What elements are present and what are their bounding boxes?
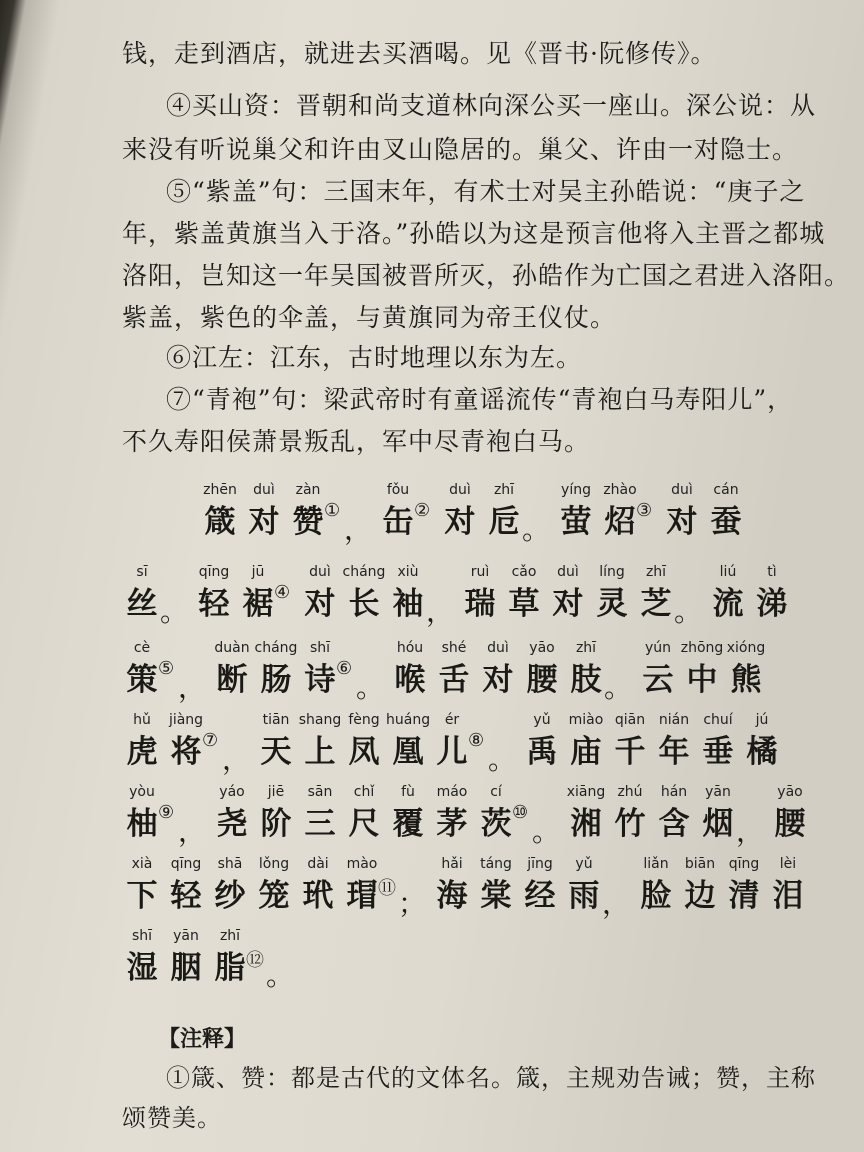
pinyin: cán (713, 482, 739, 498)
pinyin: jiàng (168, 712, 204, 728)
hanzi: 瑞 (464, 586, 496, 622)
footnote-marker: ③ (636, 500, 653, 521)
punctuation: 。 (604, 671, 633, 704)
poem-char (678, 856, 722, 916)
pinyin: hán (660, 784, 688, 800)
poem-char (680, 640, 724, 700)
poem-char (608, 712, 652, 772)
hanzi: 卮 (488, 504, 520, 540)
hanzi: 云 (642, 662, 674, 698)
pinyin: máo (436, 784, 468, 800)
poem-char (704, 482, 748, 542)
poem-char (482, 482, 526, 542)
pinyin: xiù (397, 564, 419, 580)
poem-char (386, 784, 430, 844)
pinyin: biān (684, 856, 716, 872)
poem-line (120, 712, 820, 784)
punctuation: 。 (266, 959, 295, 992)
pinyin: yòu (129, 784, 155, 800)
hanzi: 柚 (126, 806, 158, 842)
footnote-marker: ④ (274, 582, 291, 603)
poem-char (210, 640, 254, 700)
hanzi: 清 (728, 878, 760, 914)
poem-char (564, 712, 608, 772)
hanzi: 尺 (348, 806, 380, 842)
hanzi: 中 (686, 662, 718, 698)
hanzi: 对 (248, 504, 280, 540)
pinyin: qīng (728, 856, 760, 872)
pinyin: dài (307, 856, 329, 872)
pinyin: fù (401, 784, 415, 800)
pinyin: cháng (254, 640, 298, 656)
poem-char (438, 482, 482, 542)
hanzi: 雨 (568, 878, 600, 914)
hanzi: 含 (658, 806, 690, 842)
hanzi: 上 (304, 734, 336, 770)
poem-char (652, 784, 696, 844)
pinyin: qiān (614, 712, 646, 728)
pinyin: ruì (470, 564, 490, 580)
hanzi: 丝 (126, 586, 158, 622)
annotation-line: 钱，走到酒店，就进去买酒喝。见《晋书·阮修传》。 (122, 39, 717, 68)
punctuation: ； (398, 887, 427, 920)
hanzi: 泪 (772, 878, 804, 914)
poem-char (634, 856, 678, 916)
hanzi: 熊 (730, 662, 762, 698)
footnote-marker: ⑤ (158, 658, 175, 679)
pinyin: hǎi (441, 856, 463, 872)
pinyin: lèi (779, 856, 797, 872)
footnote-marker: ⑫ (246, 950, 264, 971)
poem-char (298, 564, 342, 624)
hanzi: 玳 (302, 878, 334, 914)
hanzi: 喉 (394, 662, 426, 698)
punctuation: ， (222, 743, 251, 776)
hanzi: 诗 (304, 662, 336, 698)
poem-char (696, 784, 740, 844)
footnote-marker: ⑧ (468, 730, 485, 751)
hanzi: 对 (666, 504, 698, 540)
poem-line (120, 856, 820, 928)
poem-char (342, 784, 386, 844)
poem-char (722, 856, 766, 916)
pinyin: yān (705, 784, 731, 800)
pinyin: zhī (645, 564, 667, 580)
footnote-marker: ② (414, 500, 431, 521)
notes-heading: 【注释】 (158, 1027, 247, 1052)
pinyin: nián (658, 712, 690, 728)
hanzi: 海 (436, 878, 468, 914)
pinyin: yǔ (575, 856, 593, 872)
pinyin: hóu (396, 640, 424, 656)
hanzi: 年 (658, 734, 690, 770)
poem-char (706, 564, 750, 624)
hanzi: 下 (126, 878, 158, 914)
pinyin: cí (490, 784, 502, 800)
pinyin: miào (568, 712, 604, 728)
hanzi: 萤 (560, 504, 592, 540)
pinyin: sān (307, 784, 333, 800)
pinyin: duì (309, 564, 331, 580)
poem-line (120, 482, 820, 554)
punctuation: ， (344, 513, 373, 546)
poem-char (564, 784, 608, 844)
pinyin: zhào (603, 482, 637, 498)
pinyin: hǔ (133, 712, 151, 728)
hanzi: 流 (712, 586, 744, 622)
pinyin: xià (131, 856, 153, 872)
hanzi: 缶 (382, 504, 414, 540)
pinyin: ér (444, 712, 460, 728)
hanzi: 肠 (260, 662, 292, 698)
footnote-marker: ⑨ (158, 802, 175, 823)
hanzi: 儿 (436, 734, 468, 770)
hanzi: 对 (482, 662, 514, 698)
poem-char (458, 564, 502, 624)
hanzi: 垂 (702, 734, 734, 770)
hanzi: 覆 (392, 806, 424, 842)
punctuation: ， (736, 815, 765, 848)
poem-line (120, 928, 820, 1000)
footnote-marker: ⑥ (336, 658, 353, 679)
pinyin: líng (599, 564, 625, 580)
pinyin: shā (217, 856, 243, 872)
pinyin: fèng (348, 712, 380, 728)
hanzi: 赞 (292, 504, 324, 540)
hanzi: 胭 (170, 950, 202, 986)
poem-char (546, 564, 590, 624)
poem-char (476, 640, 520, 700)
footnote-marker: ⑪ (378, 878, 396, 899)
pinyin: cǎo (511, 564, 537, 580)
pinyin: huáng (386, 712, 431, 728)
poem-char (502, 564, 546, 624)
hanzi: 经 (524, 878, 556, 914)
annotation-line: ④买山资：晋朝和尚支道林向深公买一座山。深公说：从 (166, 91, 817, 120)
pinyin: mào (346, 856, 378, 872)
poem-char (518, 856, 562, 916)
poem-char (342, 564, 386, 624)
hanzi: 断 (216, 662, 248, 698)
footnote-marker: ① (324, 500, 341, 521)
hanzi: 对 (304, 586, 336, 622)
pinyin: chǐ (353, 784, 375, 800)
hanzi: 袖 (392, 586, 424, 622)
pinyin: zhēn (203, 482, 237, 498)
hanzi: 湘 (570, 806, 602, 842)
hanzi: 虎 (126, 734, 158, 770)
poem-char (120, 564, 164, 624)
hanzi: 灵 (596, 586, 628, 622)
hanzi: 阶 (260, 806, 292, 842)
hanzi: 草 (508, 586, 540, 622)
pinyin: jú (755, 712, 769, 728)
pinyin: zhú (617, 784, 643, 800)
poem-char (120, 928, 164, 988)
poem-char (696, 712, 740, 772)
pinyin: cháng (342, 564, 386, 580)
poem-char (608, 784, 652, 844)
pinyin: zhī (219, 928, 241, 944)
poem-char (298, 784, 342, 844)
poem-line (120, 564, 820, 636)
poem-char (768, 784, 812, 844)
poem-char (198, 482, 242, 542)
hanzi: 凤 (348, 734, 380, 770)
pinyin: yáo (219, 784, 245, 800)
pinyin: shī (309, 640, 331, 656)
hanzi: 箴 (204, 504, 236, 540)
pinyin: xiāng (566, 784, 606, 800)
hanzi: 边 (684, 878, 716, 914)
poem-char (766, 856, 810, 916)
hanzi: 蚕 (710, 504, 742, 540)
pinyin: qīng (170, 856, 202, 872)
hanzi: 轻 (198, 586, 230, 622)
annotation-line: ⑦“青袍”句：梁武帝时有童谣流传“青袍白马寿阳儿”， (166, 385, 794, 414)
poem-char (210, 784, 254, 844)
poem-char (164, 856, 208, 916)
poem-char (386, 712, 430, 772)
hanzi: 脸 (640, 878, 672, 914)
poem-char (342, 712, 386, 772)
poem-char (386, 564, 430, 624)
pinyin: lǒng (258, 856, 290, 872)
pinyin: tì (767, 564, 777, 580)
poem-line (120, 640, 820, 712)
poem-char (430, 856, 474, 916)
annotation-line: 紫盖，紫色的伞盖，与黄旗同为帝王仪仗。 (122, 303, 617, 332)
hanzi: 茨 (480, 806, 512, 842)
poem-char (252, 856, 296, 916)
poem-char (652, 712, 696, 772)
pinyin: qīng (198, 564, 230, 580)
pinyin: zhī (575, 640, 597, 656)
pinyin: yāo (777, 784, 803, 800)
hanzi: 湿 (126, 950, 158, 986)
hanzi: 轻 (170, 878, 202, 914)
poem-char (164, 928, 208, 988)
hanzi: 裾 (242, 586, 274, 622)
hanzi: 凰 (392, 734, 424, 770)
poem-char (634, 564, 678, 624)
punctuation: 。 (522, 513, 551, 546)
hanzi: 腰 (526, 662, 558, 698)
poem-char (254, 640, 298, 700)
hanzi: 策 (126, 662, 158, 698)
hanzi: 舌 (438, 662, 470, 698)
pinyin: liǎn (643, 856, 669, 872)
pinyin: shé (441, 640, 467, 656)
pinyin: zhōng (680, 640, 724, 656)
hanzi: 瑁 (346, 878, 378, 914)
poem-char (520, 640, 564, 700)
poem-char (636, 640, 680, 700)
poem-char (254, 712, 298, 772)
annotation-line: 颂赞美。 (122, 1104, 222, 1132)
poem-char (192, 564, 236, 624)
annotation-line: ①箴、赞：都是古代的文体名。箴，主规劝告诫；赞，主称 (166, 1064, 816, 1092)
poem-char (590, 564, 634, 624)
pinyin: yǔ (533, 712, 551, 728)
pinyin: jīng (527, 856, 553, 872)
poem-char (432, 640, 476, 700)
pinyin: táng (480, 856, 512, 872)
hanzi: 尧 (216, 806, 248, 842)
poem-char (660, 482, 704, 542)
pinyin: shang (298, 712, 342, 728)
pinyin: liú (719, 564, 737, 580)
pinyin: tiān (262, 712, 290, 728)
poem-char (254, 784, 298, 844)
hanzi: 竹 (614, 806, 646, 842)
poem-char (296, 856, 340, 916)
pinyin: jiē (267, 784, 285, 800)
poem-char (724, 640, 768, 700)
poem-char (520, 712, 564, 772)
punctuation: 。 (532, 815, 561, 848)
hanzi: 三 (304, 806, 336, 842)
pinyin: yān (173, 928, 199, 944)
pinyin: chuí (703, 712, 733, 728)
poem-char (120, 712, 164, 772)
pinyin: zhī (493, 482, 515, 498)
poem-char (554, 482, 598, 542)
footnote-marker: ⑩ (512, 802, 529, 823)
pinyin: yún (644, 640, 672, 656)
pinyin: duì (557, 564, 579, 580)
pinyin: yāo (529, 640, 555, 656)
hanzi: 千 (614, 734, 646, 770)
hanzi: 庙 (570, 734, 602, 770)
hanzi: 天 (260, 734, 292, 770)
punctuation: 。 (674, 595, 703, 628)
annotation-line: 洛阳，岂知这一年吴国被晋所灭，孙皓作为亡国之君进入洛阳。 (122, 261, 851, 290)
poem-char (430, 784, 474, 844)
hanzi: 将 (170, 734, 202, 770)
hanzi: 棠 (480, 878, 512, 914)
annotation-line: 年，紫盖黄旗当入于洛。”孙皓以为这是预言他将入主晋之都城 (122, 219, 826, 248)
pinyin: yíng (561, 482, 591, 498)
poem-char (298, 712, 342, 772)
hanzi: 炤 (604, 504, 636, 540)
poem-char (208, 856, 252, 916)
punctuation: ， (178, 815, 207, 848)
pinyin: jū (251, 564, 265, 580)
hanzi: 禹 (526, 734, 558, 770)
pinyin: cè (133, 640, 151, 656)
poem-char (562, 856, 606, 916)
annotation-line: 不久寿阳侯萧景叛乱，军中尽青袍白马。 (122, 427, 591, 456)
poem-char (750, 564, 794, 624)
hanzi: 肢 (570, 662, 602, 698)
poem-char (120, 856, 164, 916)
hanzi: 芝 (640, 586, 672, 622)
poem-char (388, 640, 432, 700)
pinyin: zàn (295, 482, 321, 498)
annotation-line: ⑥江左：江东，古时地理以东为左。 (166, 343, 583, 372)
pinyin: duàn (214, 640, 250, 656)
hanzi: 茅 (436, 806, 468, 842)
hanzi: 脂 (214, 950, 246, 986)
punctuation: ， (426, 595, 455, 628)
pinyin: xióng (726, 640, 766, 656)
hanzi: 长 (348, 586, 380, 622)
hanzi: 腰 (774, 806, 806, 842)
punctuation: 。 (356, 671, 385, 704)
poem-char (474, 856, 518, 916)
poem-char (564, 640, 608, 700)
hanzi: 对 (552, 586, 584, 622)
pinyin: duì (487, 640, 509, 656)
annotation-line: 来没有听说巢父和许由叉山隐居的。巢父、许由一对隐士。 (122, 135, 799, 164)
hanzi: 涕 (756, 586, 788, 622)
hanzi: 橘 (746, 734, 778, 770)
hanzi: 烟 (702, 806, 734, 842)
hanzi: 对 (444, 504, 476, 540)
hanzi: 笼 (258, 878, 290, 914)
punctuation: ， (602, 887, 631, 920)
poem-line (120, 784, 820, 856)
punctuation: 。 (160, 595, 189, 628)
pinyin: duì (449, 482, 471, 498)
poem-char (740, 712, 784, 772)
hanzi: 纱 (214, 878, 246, 914)
footnote-marker: ⑦ (202, 730, 219, 751)
pinyin: duì (671, 482, 693, 498)
pinyin: fǒu (386, 482, 410, 498)
pinyin: shī (131, 928, 153, 944)
annotation-line: ⑤“紫盖”句：三国末年，有术士对吴主孙皓说：“庚子之 (166, 177, 806, 206)
pinyin: duì (253, 482, 275, 498)
pinyin: sī (136, 564, 148, 580)
punctuation: ， (178, 671, 207, 704)
punctuation: 。 (488, 743, 517, 776)
poem-char (242, 482, 286, 542)
